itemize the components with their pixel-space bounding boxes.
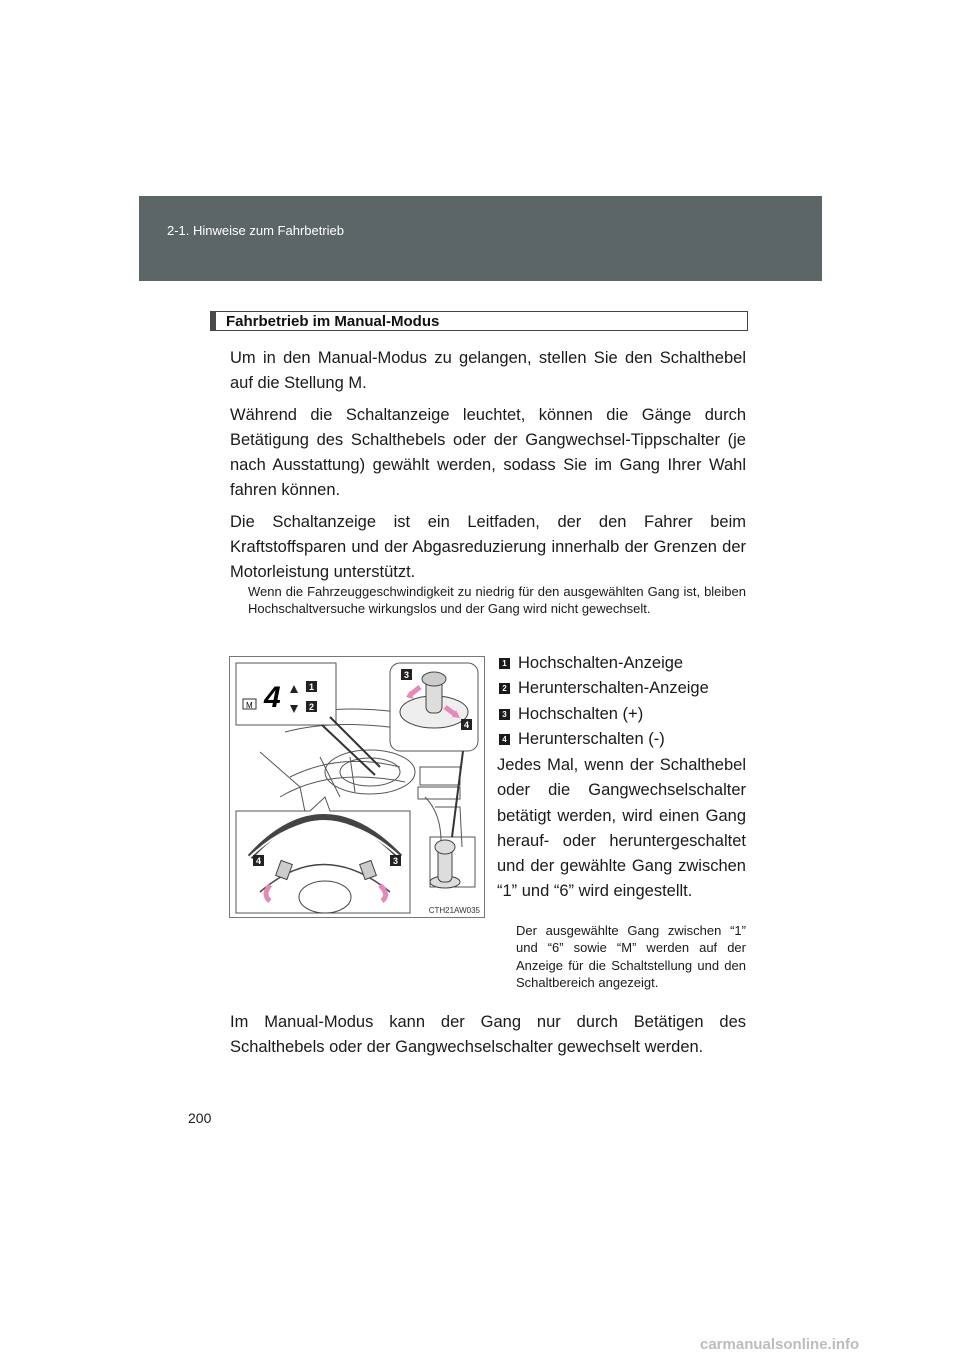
gear-display-inset [236,663,336,725]
figure-code: CTH21AW035 [428,906,480,915]
breadcrumb: 2-1. Hinweise zum Fahrbetrieb [167,223,345,238]
paragraph-1: Um in den Manual-Modus zu gelangen, stellen Sie den Schalthebel auf die Stellung M. [230,349,746,392]
paragraph-3: Die Schaltanzeige ist ein Leitfaden, der den Fahrer beim Kraftstoffsparen und der Abgasreduzierung innerhalb der Grenzen der Motorleistung unterstützt. [230,513,746,581]
side-paragraph: Jedes Mal, wenn der Schalthebel oder die Gangwechselschalter betätigt werden, wird einen Gang herauf- oder heruntergeschaltet und der gewählte Gang zwischen “1” und “6” wird eingestellt. [497,756,746,901]
gear-digit: 4 [264,681,281,714]
legend-item-2 [499,677,709,699]
legend-num-1: 1 [499,658,510,669]
chapter-header [139,196,822,281]
legend-text-1: Hochschalten-Anzeige [518,653,684,672]
legend-num-4: 4 [499,734,510,745]
section-title: Fahrbetrieb im Manual-Modus [226,313,440,330]
legend-num-2: 2 [499,683,510,694]
paragraph-2: Während die Schaltanzeige leuchtet, können die Gänge durch Betätigung des Schalthebels oder der Gangwechsel-Tippschalter (je nach Ausstattung) gewählt werden, sodass Sie im Gang Ihrer Wahl fahren können. [230,406,746,499]
callout-1: 1 [309,682,315,692]
mode-letter: M [246,701,253,710]
side-note: Der ausgewählte Gang zwischen “1” und “6” sowie “M” werden auf der Anzeige für die Schaltstellung und den Schaltbereich angezeigt. [516,923,746,990]
callout-4-top: 4 [464,720,470,730]
callout-3-top: 3 [404,670,410,680]
shift-illustration-drawing [230,657,485,918]
watermark: carmanualsonline.info [700,1336,860,1353]
shift-illustration [229,656,485,918]
legend-text-2: Herunterschalten-Anzeige [518,678,709,697]
section-heading-box [210,311,748,331]
page-number: 200 [188,1110,212,1126]
legend-item-3 [499,703,643,725]
final-paragraph: Im Manual-Modus kann der Gang nur durch Betätigen des Schalthebels oder der Gangwechselschalter gewechselt werden. [230,1013,746,1056]
shift-lever-inset [390,663,478,751]
legend-text-3: Hochschalten (+) [518,704,644,723]
callout-2: 2 [309,702,315,712]
legend-item-1 [499,652,683,674]
legend-num-3: 3 [499,709,510,720]
steering-wheel-inset [236,797,410,913]
callout-4-bottom: 4 [256,856,262,866]
legend-item-4 [499,728,665,750]
note-gear-speed: Wenn die Fahrzeuggeschwindigkeit zu niedrig für den ausgewählten Gang ist, bleiben Hochschaltversuche wirkungslos und der Gang wird nicht gewechselt. [248,584,746,616]
legend-text-4: Herunterschalten (-) [518,729,665,748]
callout-3-bottom: 3 [393,856,399,866]
